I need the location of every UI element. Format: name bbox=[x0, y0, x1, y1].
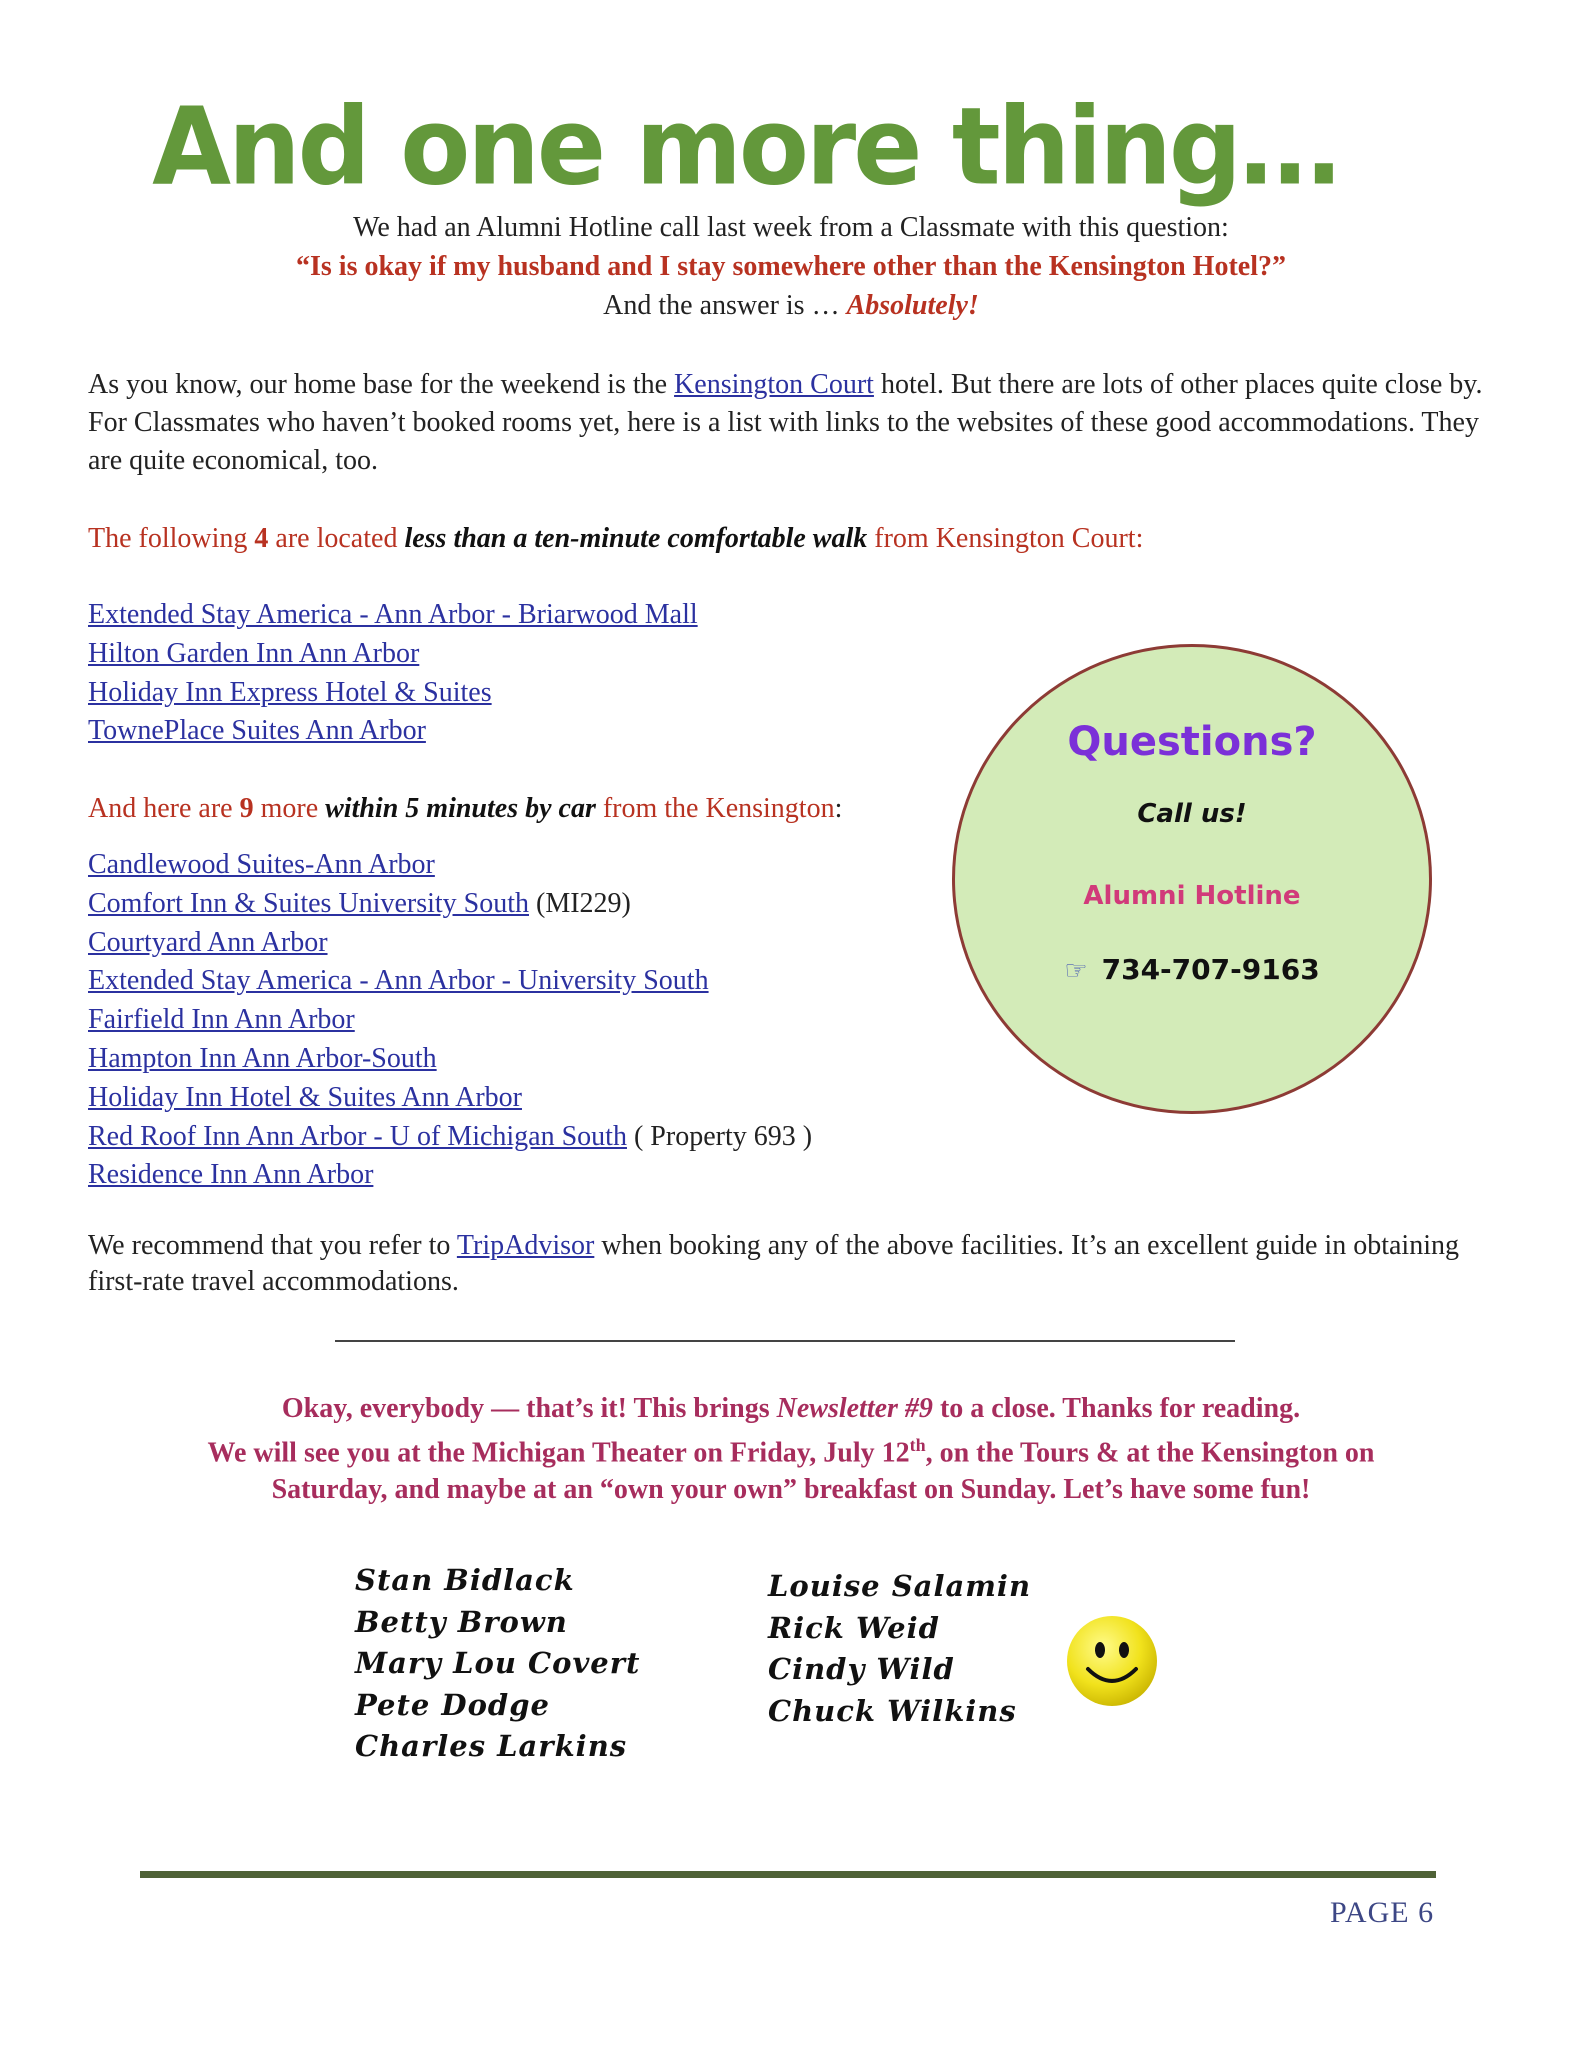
home-base-paragraph bbox=[88, 366, 1488, 480]
signature: Stan Bidlack bbox=[355, 1563, 575, 1597]
list-item bbox=[88, 1040, 812, 1079]
closing-line-2 bbox=[0, 1427, 1582, 1471]
hotel-link[interactable]: Courtyard Ann Arbor bbox=[88, 926, 328, 958]
list-item bbox=[88, 1156, 812, 1195]
closing-line-1-post: to a close. Thanks for reading. bbox=[932, 1393, 1301, 1424]
questions-heading: Questions? bbox=[1067, 719, 1317, 765]
call-us-text: Call us! bbox=[1137, 799, 1247, 829]
list-item bbox=[88, 846, 812, 885]
closing-line-1 bbox=[0, 1390, 1582, 1427]
list-item bbox=[88, 674, 698, 713]
walk-count: 4 bbox=[254, 523, 269, 554]
car-heading-mid: more bbox=[253, 793, 326, 824]
kensington-court-link[interactable]: Kensington Court bbox=[674, 369, 874, 400]
signature: Rick Weid bbox=[768, 1610, 940, 1645]
intro-question: “Is is okay if my husband and I stay somewhere other than the Kensington Hotel?” bbox=[296, 251, 1286, 282]
tripadvisor-paragraph bbox=[88, 1228, 1488, 1300]
hotel-link[interactable]: Red Roof Inn Ann Arbor - U of Michigan South bbox=[88, 1120, 627, 1152]
list-item bbox=[88, 962, 812, 1001]
closing-line-1-pre: Okay, everybody — that’s it! This brings bbox=[281, 1393, 777, 1424]
newsletter-name: Newsletter #9 bbox=[776, 1393, 933, 1424]
section-divider bbox=[335, 1340, 1235, 1342]
signature: Cindy Wild bbox=[768, 1652, 955, 1686]
car-heading-colon: : bbox=[834, 793, 843, 824]
signatures-right bbox=[768, 1566, 1031, 1732]
paragraph-prefix: As you know, our home base for the weekend is the bbox=[88, 369, 675, 400]
signature: Betty Brown bbox=[355, 1604, 568, 1639]
list-item bbox=[88, 635, 698, 674]
signature: Chuck Wilkins bbox=[768, 1693, 1017, 1728]
car-hotel-list bbox=[88, 846, 812, 1195]
hotel-link[interactable]: Extended Stay America - Ann Arbor - University South bbox=[88, 965, 709, 997]
car-count: 9 bbox=[239, 793, 254, 824]
closing-message bbox=[0, 1390, 1582, 1508]
list-item bbox=[88, 1001, 812, 1040]
signature: Pete Dodge bbox=[355, 1687, 550, 1722]
hotel-link[interactable]: Comfort Inn & Suites University South bbox=[88, 887, 529, 919]
signatures-left bbox=[355, 1560, 640, 1768]
hotel-note: (MI229) bbox=[529, 887, 631, 919]
hotel-link[interactable]: TownePlace Suites Ann Arbor bbox=[88, 715, 426, 747]
walk-hotel-list bbox=[88, 596, 698, 751]
closing-line-3: Saturday, and maybe at an “own your own” breakfast on Sunday. Let’s have some fun! bbox=[271, 1474, 1311, 1506]
hotel-link[interactable]: Extended Stay America - Ann Arbor - Briarwood Mall bbox=[88, 599, 698, 630]
walk-heading-pre: The following bbox=[88, 523, 255, 554]
list-item bbox=[88, 885, 812, 924]
signature: Louise Salamin bbox=[768, 1569, 1032, 1603]
hotel-note: ( Property 693 ) bbox=[626, 1120, 813, 1152]
car-heading-pre: And here are bbox=[88, 793, 240, 824]
tripadvisor-link[interactable]: TripAdvisor bbox=[456, 1230, 595, 1261]
pointing-hand-icon: ☞ bbox=[1064, 956, 1088, 986]
hotel-link[interactable]: Holiday Inn Express Hotel & Suites bbox=[88, 676, 492, 708]
car-heading-emphasis: within 5 minutes by car bbox=[325, 793, 596, 824]
questions-callout bbox=[952, 644, 1432, 1114]
hotel-link[interactable]: Hampton Inn Ann Arbor-South bbox=[88, 1042, 437, 1074]
walk-heading-post: from Kensington Court: bbox=[867, 523, 1144, 554]
car-heading-post: from the Kensington bbox=[595, 793, 835, 824]
hotel-link[interactable]: Holiday Inn Hotel & Suites Ann Arbor bbox=[88, 1081, 522, 1113]
answer-prefix: And the answer is … bbox=[603, 290, 847, 321]
smiley-face-icon bbox=[1064, 1613, 1160, 1709]
car-heading bbox=[88, 790, 928, 828]
hotel-link[interactable]: Fairfield Inn Ann Arbor bbox=[88, 1004, 355, 1036]
hotel-link[interactable]: Candlewood Suites-Ann Arbor bbox=[88, 849, 435, 880]
list-item bbox=[88, 924, 812, 963]
paragraph-suffix: hotel. But there are lots of other places quite close by. For Classmates who haven’t booked rooms yet, here is a list with links to the websites of these good accommodations. They are quite economical, too. bbox=[88, 369, 1483, 476]
list-item bbox=[88, 1079, 812, 1118]
signature: Mary Lou Covert bbox=[355, 1646, 641, 1680]
intro-line: We had an Alumni Hotline call last week from a Classmate with this question: bbox=[353, 212, 1229, 243]
walk-heading bbox=[88, 520, 1488, 558]
intro-answer-line bbox=[0, 290, 1582, 322]
signature: Charles Larkins bbox=[355, 1729, 628, 1763]
walk-heading-emphasis: less than a ten-minute comfortable walk bbox=[404, 523, 868, 554]
alumni-hotline-label: Alumni Hotline bbox=[1083, 881, 1301, 911]
list-item bbox=[88, 712, 698, 751]
closing-line-2-post: , on the Tours & at the Kensington on bbox=[925, 1437, 1375, 1469]
closing-line-2-pre: We will see you at the Michigan Theater on Friday, July 12 bbox=[207, 1437, 910, 1469]
footer-rule bbox=[140, 1871, 1436, 1878]
date-suffix: th bbox=[909, 1435, 926, 1455]
hotline-phone-line bbox=[955, 953, 1429, 986]
hotel-link[interactable]: Residence Inn Ann Arbor bbox=[88, 1159, 374, 1191]
list-item bbox=[88, 596, 698, 635]
page-number: PAGE 6 bbox=[1330, 1896, 1435, 1929]
hotel-link[interactable]: Hilton Garden Inn Ann Arbor bbox=[88, 637, 420, 669]
page-title: And one more thing… bbox=[152, 85, 1338, 210]
answer-text: Absolutely! bbox=[846, 290, 979, 321]
hotline-phone-number[interactable]: 734-707-9163 bbox=[1101, 953, 1320, 986]
recommend-prefix: We recommend that you refer to bbox=[88, 1230, 457, 1261]
recommend-suffix: when booking any of the above facilities. It’s an excellent guide in obtaining first-rate travel accommodations. bbox=[88, 1230, 1459, 1297]
list-item bbox=[88, 1118, 812, 1157]
walk-heading-mid: are located bbox=[268, 523, 405, 554]
